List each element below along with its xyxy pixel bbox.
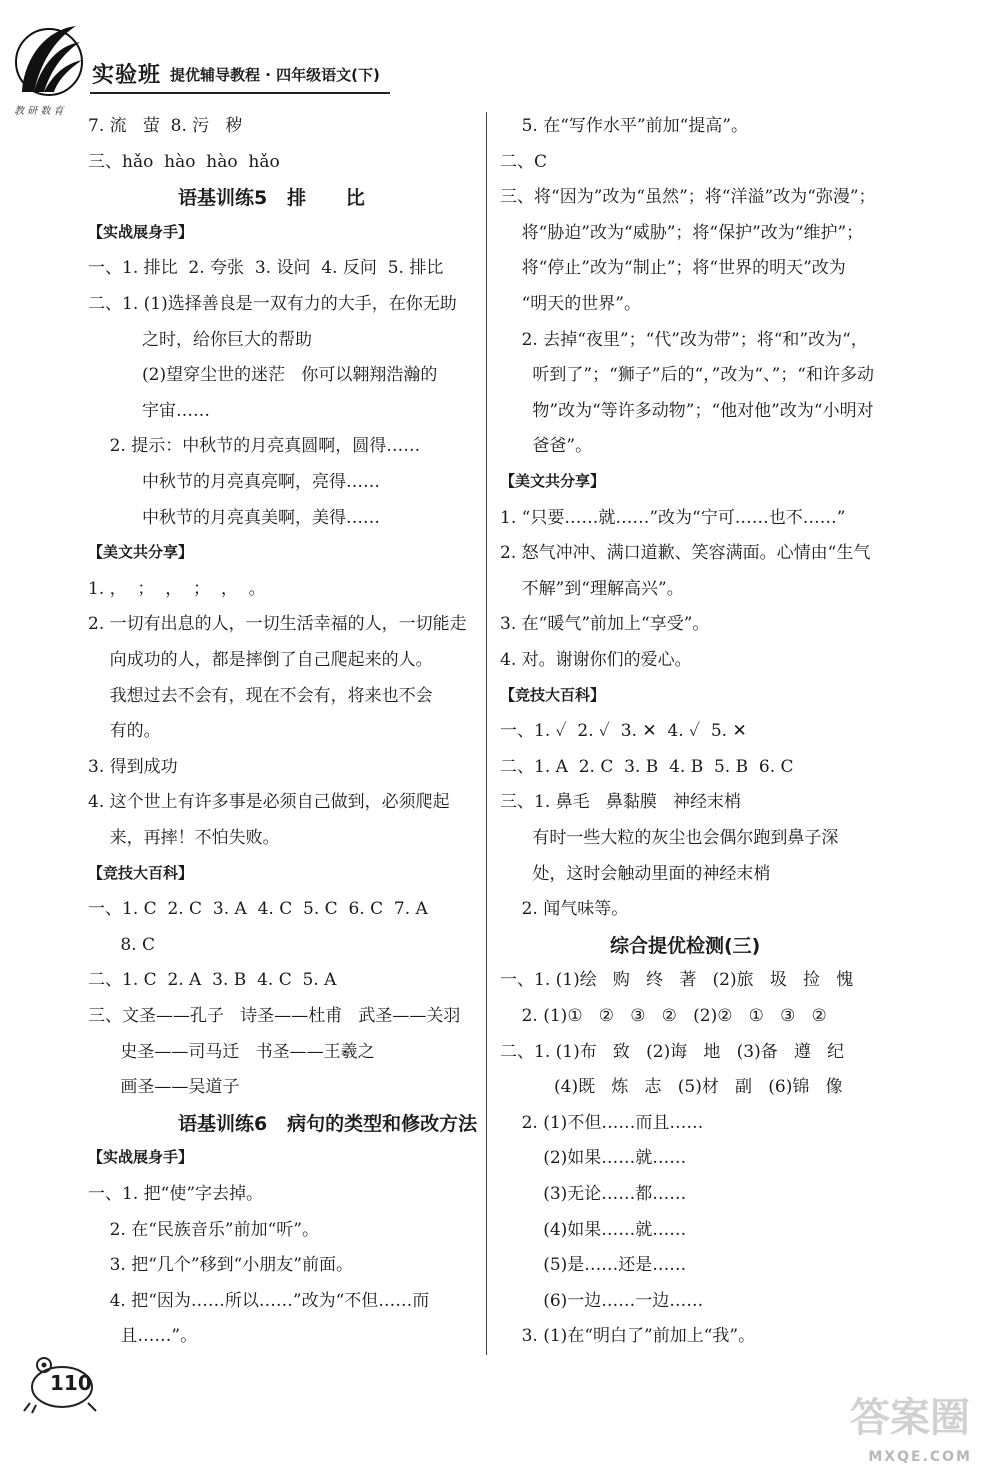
answer-line: 2. 去掉“夜里”；“代”改为带”；将“和”改为“， [500,329,868,350]
answer-line: (5)是……还是…… [500,1255,687,1276]
answer-line: 1. ， ； ， ； ， 。 [88,578,266,599]
subsection-label: 【实战展身手】 [88,222,194,241]
answer-line: 一、1. 排比 2. 夸张 3. 设问 4. 反问 5. 排比 [88,258,444,279]
header-rule [90,92,390,94]
brand-title: 实验班 [92,63,162,88]
answer-line: 4. 对。谢谢你们的爱心。 [500,650,692,670]
page-number: 110 [50,1371,92,1395]
answer-line: 二、1. (1)选择善良是一双有力的大手，在你无助 [88,294,457,314]
answer-line: 3. 把“几个”移到“小朋友”前面。 [88,1255,354,1276]
answer-line: 我想过去不会有，现在不会有，将来也不会 [88,685,433,706]
answer-line: 4. 把“因为……所以……”改为“不但……而 [88,1290,430,1311]
answer-line: 二、1. C 2. A 3. B 4. C 5. A [88,970,337,991]
answer-line: 三、1. 鼻毛 鼻黏膜 神经末梢 [500,792,742,813]
answer-line: 2. 提示：中秋节的月亮真圆啊，圆得…… [88,436,421,457]
answer-line: 三、将“因为”改为“虽然”；将“洋溢”改为“弥漫”； [500,187,876,208]
answer-line: 处，这时会触动里面的神经末梢 [500,863,771,884]
page-number-badge [22,1355,102,1415]
answer-line: 2. 闻气味等。 [500,899,629,920]
answer-line: 2. 在“民族音乐”前加“听”。 [88,1219,320,1240]
answer-line: 一、1. ✓ 2. ✓ 3. ✕ 4. ✓ 5. ✕ [500,721,747,742]
logo-caption: 教 研 数 育 [14,106,64,117]
answer-line: 物”改为“等许多动物”；“他对他”改为“小明对 [500,400,874,421]
answer-line: (4)既 炼 志 (5)材 副 (6)锦 像 [500,1077,843,1098]
answer-line: 爸爸”。 [500,436,593,457]
answer-line: (2)望穿尘世的迷茫 你可以翱翔浩瀚的 [88,365,438,386]
answer-line: 有的。 [88,721,161,742]
book-subtitle: 提优辅导教程 · 四年级语文(下) [170,66,380,84]
subsection-label: 【美文共分享】 [88,543,194,562]
answer-line: 一、1. C 2. C 3. A 4. C 5. C 6. C 7. A [88,899,428,920]
subsection-label: 【美文共分享】 [500,472,606,490]
answer-line: (3)无论……都…… [500,1184,687,1204]
answer-line: 来，再摔！不怕失败。 [88,828,280,848]
answer-line: 2. 一切有出息的人，一切生活幸福的人，一切能走 [88,614,467,635]
watermark-mark: 答案圈 [850,1395,970,1441]
answer-line: 中秋节的月亮真美啊，美得…… [88,507,381,528]
answer-line: 3. (1)在“明白了”前加上“我”。 [500,1326,756,1347]
answer-line: 二、1. (1)布 致 (2)诲 地 (3)备 遵 纪 [500,1041,845,1062]
answer-line: 史圣——司马迁 书圣——王羲之 [88,1041,375,1062]
answer-line: 宇宙…… [88,400,211,421]
section-heading: 语基训练6 病句的类型和修改方法 [178,1112,478,1135]
answer-line: (4)如果……就…… [500,1219,687,1240]
answer-line: 之时，给你巨大的帮助 [88,329,313,350]
answer-line: 一、1. (1)绘 购 终 著 (2)旅 圾 捡 愧 [500,970,854,991]
answer-line: 不解”到“理解高兴”。 [500,578,684,599]
answer-line: 8. C [88,934,156,955]
answer-line: 2. (1)① ② ③ ② (2)② ① ③ ② [500,1006,827,1026]
answer-line: 画圣——吴道子 [88,1077,240,1098]
answer-line: 一、1. 把“使”字去掉。 [88,1184,264,1204]
answer-line: 有时一些大粒的灰尘也会偶尔跑到鼻子深 [500,828,839,848]
subsection-label: 【实战展身手】 [88,1148,194,1167]
answer-line: 三、文圣——孔子 诗圣——杜甫 武圣——关羽 [88,1006,461,1026]
answer-line: 4. 这个世上有许多事是必须自己做到，必须爬起 [88,792,450,813]
subsection-label: 【竞技大百科】 [500,685,606,704]
subsection-label: 【竞技大百科】 [88,863,194,882]
column-divider [486,112,487,1355]
answer-line: (2)如果……就…… [500,1148,687,1169]
answer-line: 2. (1)不但……而且…… [500,1112,704,1133]
answer-line: (6)一边……一边…… [500,1290,704,1311]
answer-line: 将“停止”改为“制止”；将“世界的明天”改为 [500,258,846,279]
answer-line: 且……”。 [88,1326,198,1347]
answer-line: 二、C [500,151,548,172]
answer-line: 将“胁迫”改为“威胁”；将“保护”改为“维护”； [500,222,864,243]
answer-line: 中秋节的月亮真亮啊，亮得…… [88,472,381,492]
answer-line: 2. 怒气冲冲、满口道歉、笑容满面。心情由“生气 [500,543,871,564]
answer-line: 1. “只要……就……”改为“宁可……也不……” [500,507,846,528]
answer-line: 向成功的人，都是摔倒了自己爬起来的人。 [88,650,433,670]
answer-line: 二、1. A 2. C 3. B 4. B 5. B 6. C [500,756,794,777]
answer-line: 3. 在“暖气”前加上“享受”。 [500,614,710,635]
publisher-logo [14,20,84,100]
answer-line: 3. 得到成功 [88,756,178,777]
answer-line: 听到了”；“狮子”后的“，”改为“、”；“和许多动 [500,365,874,386]
section-heading: 综合提优检测(三) [610,934,761,957]
answer-line: “明天的世界”。 [500,294,641,314]
answer-line: 三、hǎo hào hào hǎo [88,151,280,172]
page-header [0,0,1000,130]
answer-line: 5. 在“写作水平”前加“提高”。 [500,116,749,136]
section-heading: 语基训练5 排 比 [178,187,365,210]
answer-line: 7. 流 萤 8. 污 秽 [88,116,243,136]
watermark: MXQE.COM [868,1449,972,1465]
